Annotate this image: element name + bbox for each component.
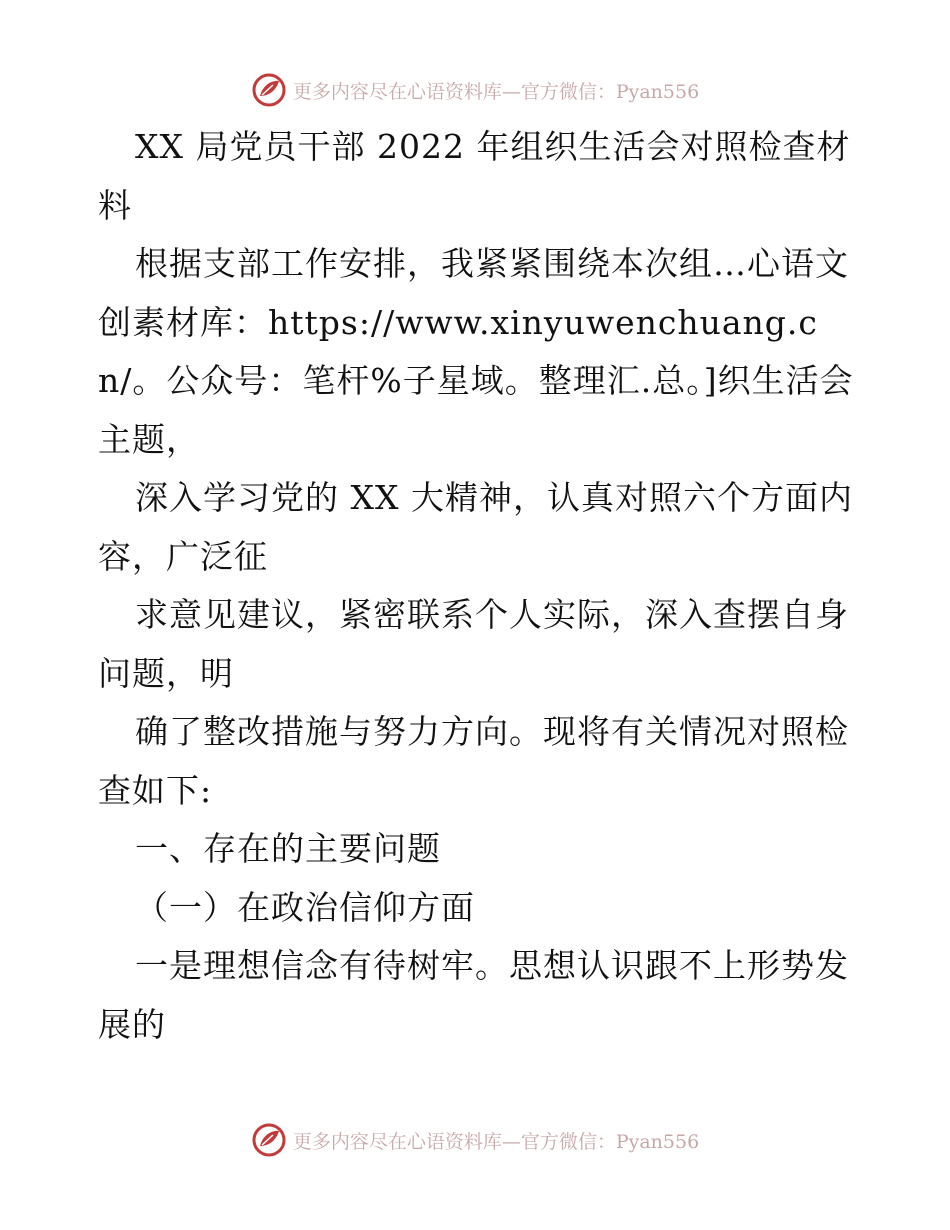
paragraph-measures: 确了整改措施与努力方向。现将有关情况对照检查如下: [98, 712, 849, 810]
footer-watermark-text: 更多内容尽在心语资料库—官方微信：Pyan556 [292, 1130, 700, 1153]
red-leaf-logo-icon [251, 1122, 287, 1158]
paragraph-ideals: 一是理想信念有待树牢。思想认识跟不上形势发展的 [98, 946, 849, 1044]
paragraph-intro: 根据支部工作安排，我紧紧围绕本次组…心语文创素材库：https://www.xinyuwenchuang.cn/。公众号：笔杆%子星域。整理汇.总。]织生活会主题， [98, 244, 854, 459]
header-watermark-banner [0, 70, 950, 110]
subsection-heading-political: （一）在政治信仰方面 [135, 887, 475, 927]
paragraph-opinions: 求意见建议，紧密联系个人实际，深入查摆自身问题，明 [98, 595, 849, 693]
header-watermark-text: 更多内容尽在心语资料库—官方微信：Pyan556 [292, 80, 700, 103]
document-body [98, 118, 858, 1054]
red-leaf-logo-icon [251, 72, 287, 108]
paragraph-study: 深入学习党的 XX 大精神，认真对照六个方面内容，广泛征 [98, 478, 853, 576]
document-title: XX 局党员干部 2022 年组织生活会对照检查材料 [98, 127, 851, 225]
section-heading-problems: 一、存在的主要问题 [135, 829, 441, 868]
footer-watermark-banner [0, 1120, 950, 1160]
